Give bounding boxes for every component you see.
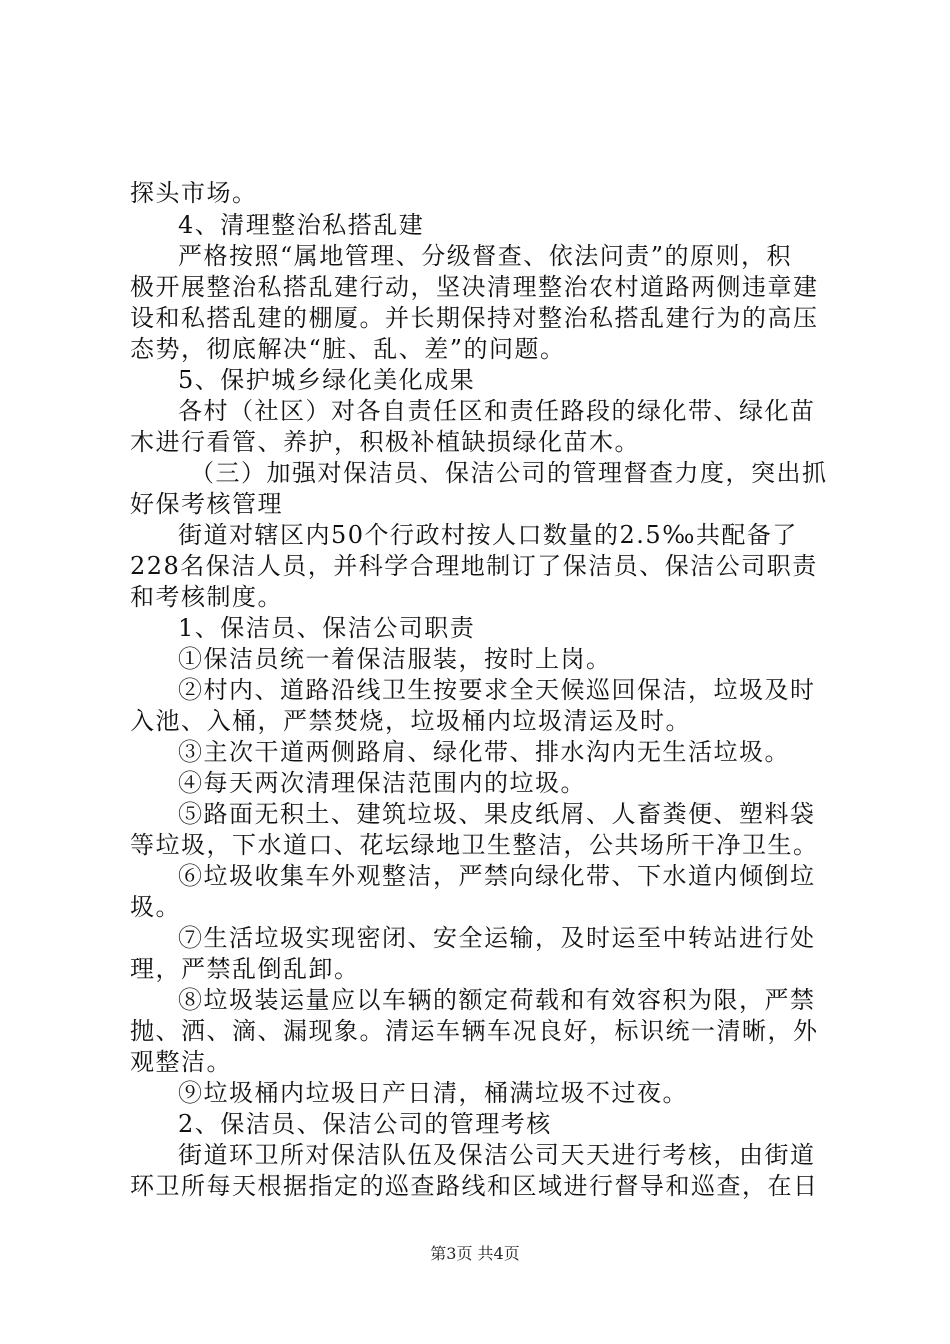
text-line: 态势，彻底解决“脏、乱、差”的问题。 bbox=[130, 335, 566, 363]
list-item: ⑦生活垃圾实现密闭、安全运输，及时运至中转站进行处 bbox=[178, 924, 816, 952]
list-item: ⑨垃圾桶内垃圾日产日清，桶满垃圾不过夜。 bbox=[178, 1079, 688, 1107]
text-line: 街道环卫所对保洁队伍及保洁公司天天进行考核，由街道 bbox=[178, 1141, 816, 1169]
text-line: 和考核制度。 bbox=[130, 583, 283, 611]
list-item: ⑥垃圾收集车外观整洁，严禁向绿化带、下水道内倾倒垃 bbox=[178, 862, 816, 890]
text-line: 等垃圾，下水道口、花坛绿地卫生整洁，公共场所干净卫生。 bbox=[130, 831, 819, 859]
text-line: 各村（社区）对各自责任区和责任路段的绿化带、绿化苗 bbox=[178, 397, 816, 425]
text-line: 圾。 bbox=[130, 893, 181, 921]
section-heading: （三）加强对保洁员、保洁公司的管理督查力度，突出抓 bbox=[190, 459, 828, 487]
section-heading: 1、保洁员、保洁公司职责 bbox=[178, 614, 476, 642]
list-item: ⑤路面无积土、建筑垃圾、果皮纸屑、人畜粪便、塑料袋 bbox=[178, 800, 816, 828]
text-line: 设和私搭乱建的棚厦。并长期保持对整治私搭乱建行为的高压 bbox=[130, 304, 819, 332]
text-line: 理，严禁乱倒乱卸。 bbox=[130, 955, 360, 983]
text-line: 探头市场。 bbox=[130, 179, 258, 207]
list-item: ③主次干道两侧路肩、绿化带、排水沟内无生活垃圾。 bbox=[178, 738, 790, 766]
list-item: ①保洁员统一着保洁服装，按时上岗。 bbox=[178, 645, 612, 673]
text-line: 环卫所每天根据指定的巡查路线和区域进行督导和巡查，在日 bbox=[130, 1172, 819, 1200]
text-line: 入池、入桶，严禁焚烧，垃圾桶内垃圾清运及时。 bbox=[130, 707, 691, 735]
page-footer: 第3页 共4页 bbox=[430, 1244, 520, 1263]
text-line: 抛、洒、滴、漏现象。清运车辆车况良好，标识统一清晰，外 bbox=[130, 1017, 819, 1045]
text-line: 极开展整治私搭乱建行动，坚决清理整治农村道路两侧违章建 bbox=[130, 273, 819, 301]
section-heading: 4、清理整治私搭乱建 bbox=[178, 211, 425, 239]
list-item: ②村内、道路沿线卫生按要求全天候巡回保洁，垃圾及时 bbox=[178, 676, 816, 704]
section-heading: 5、保护城乡绿化美化成果 bbox=[178, 366, 476, 394]
text-line: 木进行看管、养护，积极补植缺损绿化苗木。 bbox=[130, 428, 640, 456]
section-heading: 好保考核管理 bbox=[130, 490, 283, 518]
text-line: 街道对辖区内50个行政村按人口数量的2.5‰共配备了 bbox=[178, 521, 798, 549]
text-line: 228名保洁人员，并科学合理地制订了保洁员、保洁公司职责 bbox=[130, 552, 818, 580]
section-heading: 2、保洁员、保洁公司的管理考核 bbox=[178, 1110, 552, 1138]
list-item: ⑧垃圾装运量应以车辆的额定荷载和有效容积为限，严禁 bbox=[178, 986, 816, 1014]
text-line: 严格按照“属地管理、分级督查、依法问责”的原则，积 bbox=[178, 242, 793, 270]
text-line: 观整洁。 bbox=[130, 1048, 232, 1076]
list-item: ④每天两次清理保洁范围内的垃圾。 bbox=[178, 769, 586, 797]
